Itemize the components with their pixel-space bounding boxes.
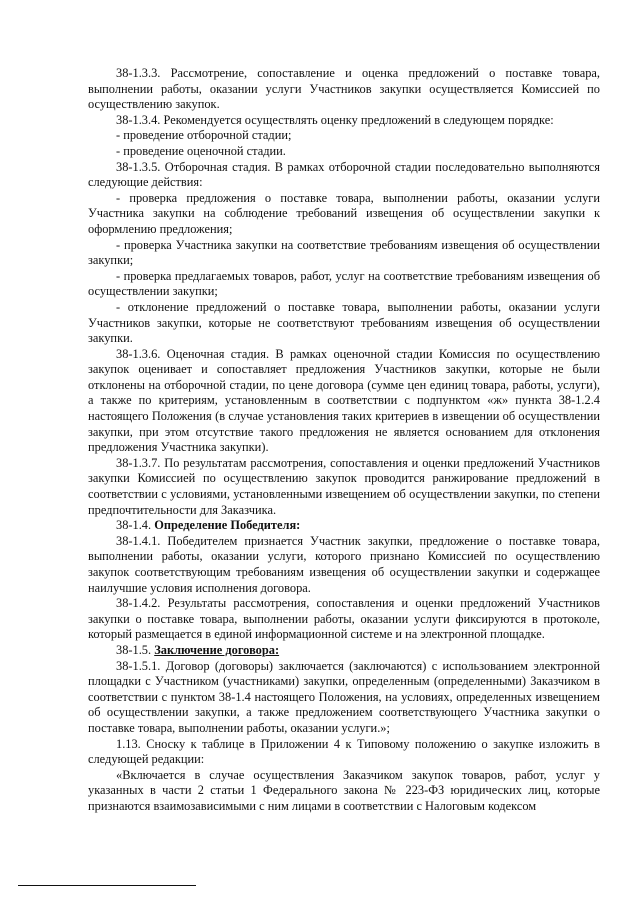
paragraph: 1.13. Сноску к таблице в Приложении 4 к Типовому положению о закупке изложить в следующей редакции: xyxy=(88,736,600,767)
section-number: 38-1.5. xyxy=(116,642,152,657)
list-item: - проверка Участника закупки на соответствие требованиям извещения об осуществлении закупки; xyxy=(88,237,600,268)
paragraph: 38-1.3.4. Рекомендуется осуществлять оценку предложений в следующем порядке: xyxy=(116,112,554,127)
paragraph: 38-1.4.1. Победителем признается Участник закупки, предложение о поставке товара, выполнении работы, оказании услуги, которого признано Комиссией по осуществлению закупок соответствующим требованиям извещения об осуществлении закупки и содержащее наилучшие условия исполнения договора. xyxy=(88,533,600,595)
list-item: - проведение оценочной стадии. xyxy=(116,143,286,158)
section-title: Определение Победителя: xyxy=(154,518,301,533)
list-item: - проверка предлагаемых товаров, работ, услуг на соответствие требованиям извещения об осуществлении закупки; xyxy=(88,268,600,299)
paragraph: 38-1.4.2. Результаты рассмотрения, сопоставления и оценки предложений Участников закупки о поставке товара, выполнении работы, оказании услуги фиксируются в протоколе, который размещается в единой информационной системе и на электронной площадке. xyxy=(88,596,600,642)
paragraph: «Включается в случае осуществления Заказчиком закупок товаров, работ, услуг у указанных в части 2 статьи 1 Федерального закона № 223-ФЗ юридических лиц, которые признаются взаимозависимыми с ним лицами в соответствии с Налоговым кодексом xyxy=(88,767,600,813)
list-item: - отклонение предложений о поставке товара, выполнении работы, оказании услуги Участников закупки, которые не соответствуют требованиям извещения об осуществлении закупки. xyxy=(88,299,600,346)
footnote-separator xyxy=(18,885,196,886)
document-body xyxy=(88,66,600,815)
section-heading-contract xyxy=(88,643,600,659)
list-item: - проверка предложения о поставке товара, выполнении работы, оказании услуги Участника закупки на соблюдение требований извещения об осуществлении закупки к оформлению предложения; xyxy=(88,190,600,236)
paragraph: 38-1.3.3. Рассмотрение, сопоставление и оценка предложений о поставке товара, выполнении работы, оказании услуги Участников закупки осуществляется Комиссией по осуществлению закупок. xyxy=(88,66,600,112)
list-item: - проведение отборочной стадии; xyxy=(116,128,292,143)
section-number: 38-1.4. xyxy=(116,518,152,533)
section-title: Заключение договора: xyxy=(154,642,280,657)
paragraph: 38-1.5.1. Договор (договоры) заключается (заключаются) с использованием электронной площадки с Участником (участниками) закупки, определенным (определенными) Заказчиком в соответствии с пунктом 38-1.4 настоящего Положения, на условиях, определенных извещением об осуществлении закупки, а также предложением соответствующего Участника закупки о поставке товара, выполнении работы, оказании услуги.»; xyxy=(88,658,600,735)
section-heading-winner xyxy=(88,518,600,534)
paragraph: 38-1.3.6. Оценочная стадия. В рамках оценочной стадии Комиссия по осуществлению закупок оценивает и сопоставляет предложения Участников закупки, которые не были отклонены на отборочной стадии, по цене договора (сумме цен единиц товара, работы, услуги), а также по критериям, установленным в соответствии с подпунктом «ж» пункта 38-1.2.4 настоящего Положения (в случае установления таких критериев в извещении об осуществлении закупки, при этом отсутствие такого предложения не является основанием для отклонения предложения Участника закупки). xyxy=(88,346,600,455)
paragraph: 38-1.3.7. По результатам рассмотрения, сопоставления и оценки предложений Участников закупки Комиссией по осуществлению закупок проводится ранжирование предложений в соответствии с условиями, установленными извещением об осуществлении закупки, по степени предпочтительности для Заказчика. xyxy=(88,455,600,517)
paragraph: 38-1.3.5. Отборочная стадия. В рамках отборочной стадии последовательно выполняются следующие действия: xyxy=(88,159,600,190)
